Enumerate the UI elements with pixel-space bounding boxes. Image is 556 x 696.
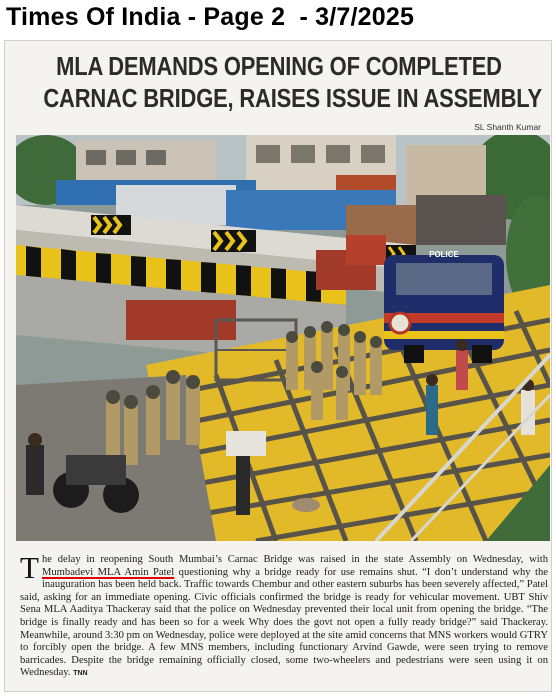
newspaper-clipping [4,40,552,692]
article-dropcap: T [20,550,39,585]
byline-tag: TNN [73,670,88,678]
headline-line-2: CARNAC BRIDGE, RAISES ISSUE IN ASSEMBLY [43,85,542,113]
photo-illustration [16,135,550,541]
police-van-label: POLICE [429,250,459,259]
article-body [20,550,549,681]
photo-credit: SL Shanth Kumar [474,122,541,132]
body-text-part-1: he delay in reopening South Mumbai’s Carnac Bridge was raised in the state Assembly on Wednesday, with [41,554,548,565]
body-text-part-2: questioning why a bridge ready for use remains shut. “I don’t understand why the inauguration has been held back. Traffic towards Chembur and other eastern suburbs has been severely affected,” Patel said, asking for an immediate opening. Civic officials confirmed the bridge is ready for vehicular movement. UBT Shiv Sena MLA Aaditya Thackeray said that the police on Wednesday prevented their local unit from opening the bridge. “The bridge is finally ready and has been so for a week Why does the govt not open a fully ready bridge?” said Thackeray. Meanwhile, around 3:30 pm on Wednesday, police were deployed at the site amid concerns that MNS workers would GTRY to forcibly open the bridge. A few MNS members, including functionary Arvind Gawde, were seen trying to remove barricades. Despite the bridge remaining officially closed, some two-wheelers and pedestrians were seen using it on Wednesday. [20,566,549,679]
page-header [0,0,556,38]
news-photo [16,135,550,541]
page-header-title: Times Of India - Page 2 - 3/7/2025 [6,3,415,31]
highlighted-mla-name: Mumbadevi MLA Amin Patel [41,566,175,578]
article-headline [43,51,542,115]
headline-line-1: MLA DEMANDS OPENING OF COMPLETED [56,53,502,81]
